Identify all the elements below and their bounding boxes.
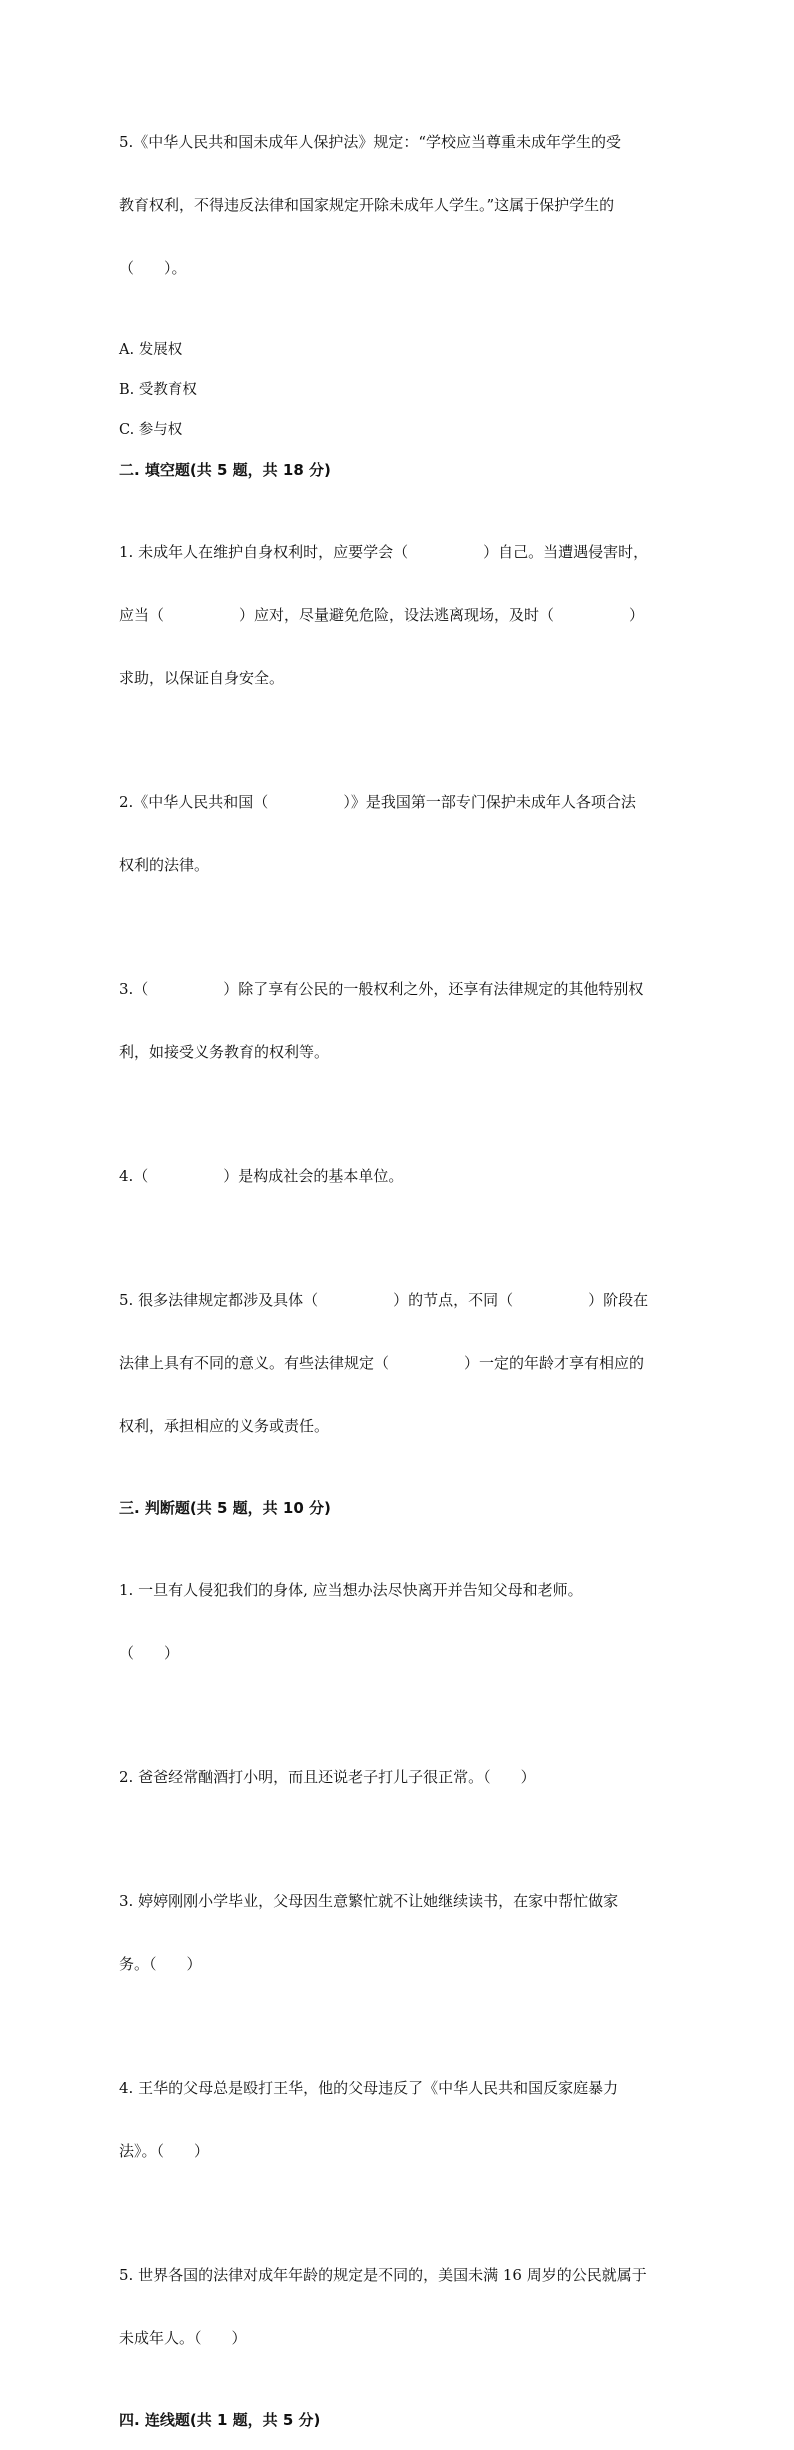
fill-blank-question-5	[119, 1248, 679, 1479]
true-false-question-5	[119, 2223, 679, 2391]
section-heading-fill-blank: 二. 填空题(共 5 题，共 18 分)	[119, 461, 331, 479]
true-false-question-4	[119, 2036, 679, 2204]
question-line: 权利的法律。	[119, 856, 210, 874]
question-line: 法》。（ ）	[119, 2142, 210, 2160]
question-line: （ ）	[119, 1644, 180, 1662]
question-line: 法律上具有不同的意义。有些法律规定（ ）一定的年龄才享有相应的	[119, 1354, 645, 1372]
question-line: 权利，承担相应的义务或责任。	[119, 1417, 330, 1435]
question-line: 1. 未成年人在维护自身权利时，应要学会（ ）自己。当遭遇侵害时，	[119, 543, 649, 561]
section-heading-matching: 四. 连线题(共 1 题，共 5 分)	[119, 2411, 321, 2429]
question-line: 5. 很多法律规定都涉及具体（ ）的节点，不同（ ）阶段在	[119, 1291, 649, 1309]
option-c: C. 参与权	[119, 422, 183, 438]
question-line: 利，如接受义务教育的权利等。	[119, 1043, 330, 1061]
question-line: 5.《中华人民共和国未成年人保护法》规定：“学校应当尊重未成年学生的受	[119, 133, 621, 151]
question-line: （ ）。	[119, 259, 187, 277]
question-line: 未成年人。（ ）	[119, 2329, 247, 2347]
option-b: B. 受教育权	[119, 382, 197, 398]
question-line: 2. 爸爸经常酗酒打小明，而且还说老子打儿子很正常。（ ）	[119, 1768, 536, 1786]
question-line: 4. 王华的父母总是殴打王华，他的父母违反了《中华人民共和国反家庭暴力	[119, 2079, 619, 2097]
question-line: 3.（ ）除了享有公民的一般权利之外，还享有法律规定的其他特别权	[119, 980, 644, 998]
question-line: 教育权利，不得违反法律和国家规定开除未成年人学生。”这属于保护学生的	[119, 196, 615, 214]
exam-page	[119, 90, 679, 2450]
fill-blank-question-3	[119, 937, 679, 1105]
question-line: 4.（ ）是构成社会的基本单位。	[119, 1167, 404, 1185]
fill-blank-question-1	[119, 500, 679, 731]
question-line: 1. 一旦有人侵犯我们的身体, 应当想办法尽快离开并告知父母和老师。	[119, 1581, 583, 1599]
question-line: 5. 世界各国的法律对成年年龄的规定是不同的，美国未满 16 周岁的公民就属于	[119, 2266, 647, 2284]
true-false-question-3	[119, 1849, 679, 2017]
question-line: 2.《中华人民共和国（ ）》是我国第一部专门保护未成年人各项合法	[119, 793, 636, 811]
question-line: 3. 婷婷刚刚小学毕业，父母因生意繁忙就不让她继续读书，在家中帮忙做家	[119, 1892, 619, 1910]
option-a: A. 发展权	[119, 342, 183, 358]
true-false-question-2	[119, 1725, 679, 1830]
question-line: 务。（ ）	[119, 1955, 202, 1973]
choice-question-5	[119, 90, 679, 321]
fill-blank-question-2	[119, 750, 679, 918]
question-line: 应当（ ）应对，尽量避免危险，设法逃离现场，及时（ ）	[119, 606, 645, 624]
section-heading-true-false: 三. 判断题(共 5 题，共 10 分)	[119, 1499, 331, 1517]
fill-blank-question-4	[119, 1124, 679, 1229]
true-false-question-1	[119, 1538, 679, 1706]
question-line: 求助，以保证自身安全。	[119, 669, 285, 687]
